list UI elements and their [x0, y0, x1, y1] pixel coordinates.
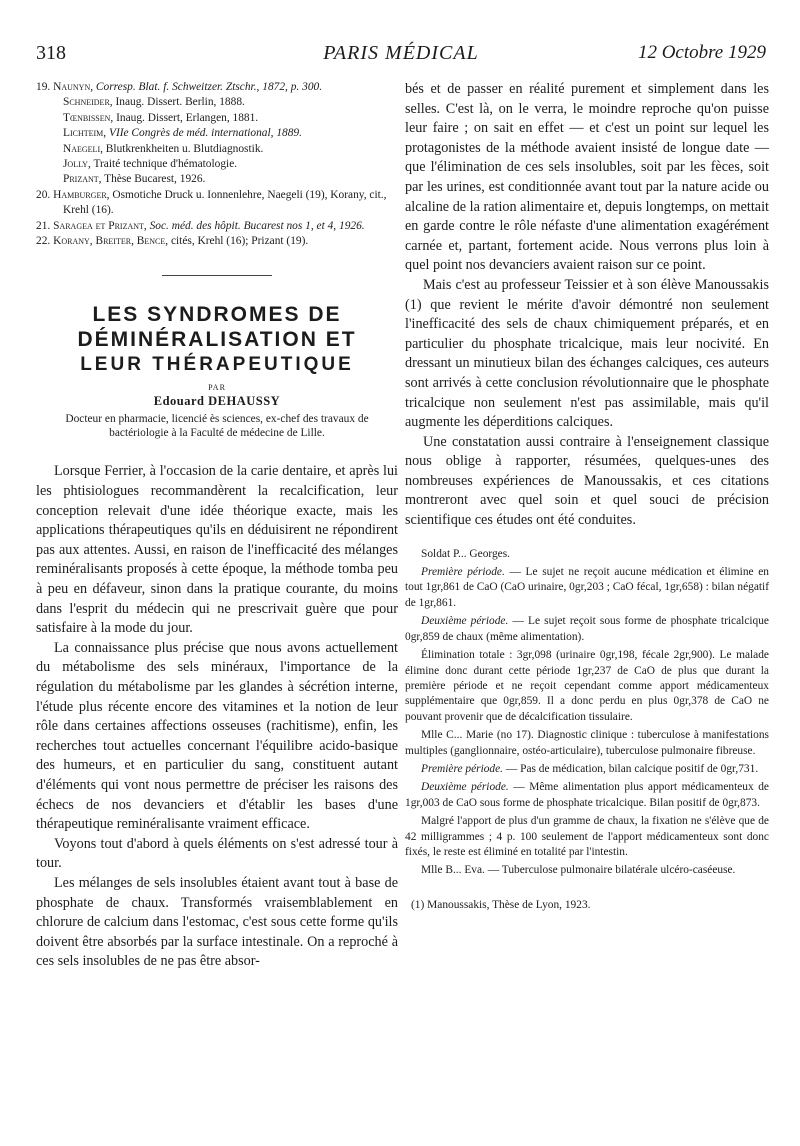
page-number: 318	[36, 42, 66, 64]
reference-item: Tœnbissen, Inaug. Dissert, Erlangen, 1881.	[63, 111, 259, 124]
article-title	[36, 302, 398, 377]
author-name: Edouard DEHAUSSY	[153, 394, 281, 409]
case-paragraph: Première période. — Pas de médication, bilan calcique positif de 0gr,731.	[421, 762, 759, 775]
title-line: LEUR THÉRAPEUTIQUE	[80, 354, 354, 376]
journal-title: PARIS MÉDICAL	[323, 42, 479, 64]
reference-item: Jolly, Traité technique d'hématologie.	[63, 158, 238, 171]
paragraph: La connaissance plus précise que nous avons actuellement du métabolisme des sels minéraux, l'importance de la régulation du métabolisme par les glandes à sécrétion interne, l'étude plus récente encore des vitamines et la notion de leur rôle dans certaines affections osseuses (rachitisme), enfin, les recherches tout actuelles concernant l'équilibre acido-basique des humeurs, et en particulier du sang, constituent autant d'éléments qui vont nous permettre de préciser les raisons des échecs de nos devanciers et d'établir les bases d'une thérapeutique reminéralisante vraiment efficace.	[36, 639, 398, 833]
reference-item: 20. Hamburger, Osmotiche Druck u. Ionnenlehre, Naegeli (19), Korany, cit., Krehl (16).	[36, 188, 387, 217]
paragraph: Mais c'est au professeur Teissier et à son élève Manoussakis (1) que revient le mérite d'avoir démontré non seulement l'inefficacité des sels de chaux chimiquement préparés, et en particulier du phosphate tricalcique, mais leur nocivité. En dressant un minutieux bilan des échanges calciques, ces auteurs sont arrivés à cette conclusion révolutionnaire que le phosphate tricalcique non seulement n'est pas assimilable, mais qu'il augmente les déperditions calciques.	[405, 276, 769, 431]
paragraph: bés et de passer en réalité purement et simplement dans les selles. C'est là, on le verra, le moindre reproche qu'on puisse leur faire ; on sait en effet — et c'est un point sur lequel les protagonistes de la méthode avaient insisté de longue date — que l'élimination de ces sels insolubles, soit par les fèces, soit par les urines, est conditionnée avant tout par la nature acide ou alcaline de la ration alimentaire et, depuis longtemps, on mettait en garde contre le rôle néfaste d'une alimentation exagérément carnée et, partant, fortement acide. Nous verrons plus loin à quel point nos devanciers avaient raison sur ce point.	[405, 81, 769, 274]
paragraph: Lorsque Ferrier, à l'occasion de la carie dentaire, et après lui les phtisiologues recommandèrent la recalcification, leur conception relevait d'une idée théorique exacte, mais les applications thérapeutiques qu'ils en déduisirent ne répondirent pas aux attentes. Aussi, en raison de l'inefficacité des mélanges reminéralisants proposés à cette époque, la méthode tomba peu à peu en défaveur, sinon dans la pratique courante, du moins dans l'esprit du médecin qui ne prescrivait guère que pour satisfaire à la mode du jour.	[36, 463, 398, 637]
title-line: LES SYNDROMES DE	[92, 303, 342, 327]
reference-item: 22. Korany, Breiter, Bence, cités, Krehl (16); Prizant (19).	[36, 235, 309, 248]
case-paragraph: Deuxième période. — Le sujet reçoit sous forme de phosphate tricalcique 0gr,859 de chaux (même alimentation).	[405, 615, 769, 643]
reference-item: 21. Saragea et Prizant, Soc. méd. des hôpit. Bucarest nos 1, et 4, 1926.	[36, 219, 365, 232]
author-affiliation: Docteur en pharmacie, licencié ès sciences, ex-chef des travaux de bactériologie à la Faculté de médecine de Lille.	[65, 413, 369, 439]
paragraph: Les mélanges de sels insolubles étaient avant tout à base de phosphate de chaux. Transformés vraisemblablement en chlorure de calcium dans l'estomac, c'est sous cette forme qu'ils doivent être absorbés par la surface intestinale. On a reproché à ces sels insolubles de ne pas être absor-	[36, 874, 398, 970]
footnote: (1) Manoussakis, Thèse de Lyon, 1923.	[411, 898, 591, 911]
issue-date: 12 Octobre 1929	[637, 42, 766, 63]
paragraph: Une constatation aussi contraire à l'enseignement classique nous oblige à rapporter, résumées, quelques-unes des nombreuses expériences de Manoussakis, et ces citations montreront avec quel soin et quel souci de précision scientifique ces études ont été conduites.	[405, 433, 769, 529]
case-paragraph: Première période. — Le sujet ne reçoit aucune médication et élimine en tout 1gr,861 de CaO (CaO urinaire, 0gr,203 ; CaO fécal, 1gr,658) : bilan négatif de 1gr,861.	[405, 566, 769, 609]
reference-item: Schneider, Inaug. Dissert. Berlin, 1888.	[63, 96, 245, 109]
reference-item: Lichteim, VIIe Congrès de méd. international, 1889.	[63, 127, 302, 140]
case-paragraph: Deuxième période. — Même alimentation plus apport médicamenteux de 1gr,003 de CaO sous forme de phosphate tricalcique. Bilan positif de 0gr,873.	[405, 781, 769, 809]
case-paragraph: Malgré l'apport de plus d'un gramme de chaux, la fixation ne s'élève que de 42 milligrammes ; 4 p. 100 seulement de l'apport médicamenteux sont donc fixés, le reste est éliminé en totalité par l'intestin.	[405, 815, 769, 858]
case-paragraph: Mlle C... Marie (no 17). Diagnostic clinique : tuberculose à manifestations multiples (ganglionnaire, ostéo-articulaire), tuberculose pulmonaire fibreuse.	[405, 729, 769, 757]
section-divider	[162, 275, 272, 276]
article-body-left	[36, 462, 398, 971]
byline-par: PAR	[208, 383, 226, 393]
running-header	[36, 40, 766, 70]
case-paragraph: Mlle B... Eva. — Tuberculose pulmonaire bilatérale ulcéro-caséeuse.	[421, 864, 736, 877]
case-paragraph: Élimination totale : 3gr,098 (urinaire 0gr,198, fécale 2gr,900). Le malade élimine donc durant cette période 1gr,237 de CaO de plus que durant la première période et ne reçoit cependant comme apport médicamenteux supplémentaire que 0gr,859. Il a donc perdu en plus 0gr,378 de CaO ne pouvant provenir que de décalcification tissulaire.	[405, 649, 769, 723]
title-line: DÉMINÉRALISATION ET	[77, 328, 357, 352]
right-column	[405, 80, 769, 911]
article-body-right	[405, 80, 769, 531]
left-column	[36, 80, 398, 972]
reference-item: 19. Naunyn, Corresp. Blat. f. Schweitzer. Ztschr., 1872, p. 300.	[36, 81, 323, 93]
reference-item: Naegeli, Blutkrenkheiten u. Blutdiagnostik.	[63, 142, 264, 155]
case-reports	[405, 547, 769, 879]
reference-list	[36, 80, 398, 249]
case-paragraph: Soldat P... Georges.	[421, 547, 511, 560]
paragraph: Voyons tout d'abord à quels éléments on s'est adressé tour à tour.	[36, 835, 398, 872]
reference-item: Prizant, Thèse Bucarest, 1926.	[63, 173, 206, 186]
